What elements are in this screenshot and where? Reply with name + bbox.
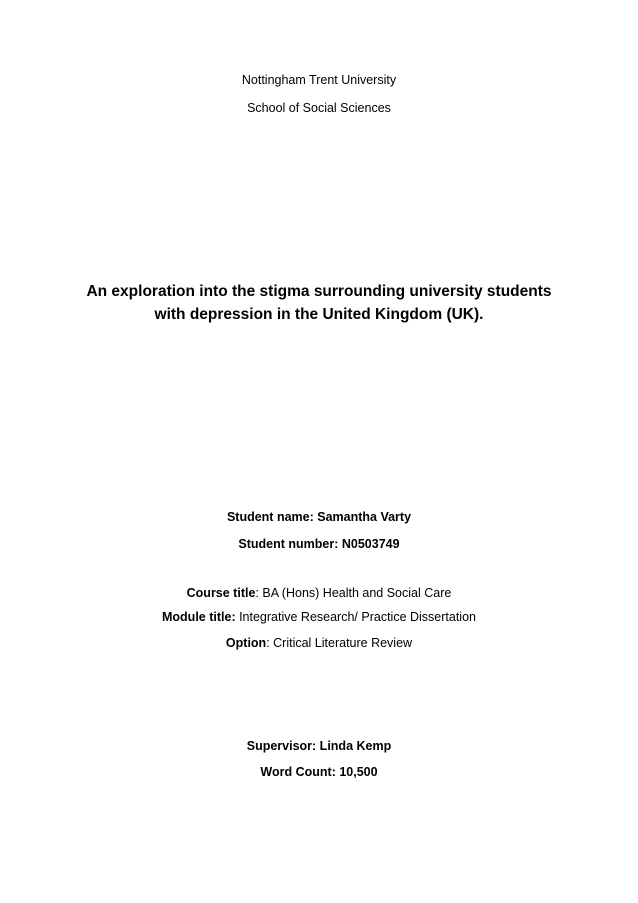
course-title-label: Course title: [186, 586, 256, 600]
dissertation-title-line-1: An exploration into the stigma surrounding university students: [86, 283, 552, 300]
dissertation-title-line-2: with depression in the United Kingdom (UK).: [154, 306, 484, 323]
option-label: Option: [225, 636, 267, 650]
module-title: [0, 609, 638, 625]
course-title: [0, 585, 638, 601]
word-count: Word Count: 10,500: [260, 765, 378, 779]
module-title-value: Integrative Research/ Practice Dissertation: [235, 610, 476, 624]
school-name: School of Social Sciences: [247, 101, 391, 115]
course-title-value: : BA (Hons) Health and Social Care: [255, 586, 452, 600]
module-title-label: Module title:: [162, 610, 236, 624]
option-value: : Critical Literature Review: [266, 636, 413, 650]
university-name: Nottingham Trent University: [241, 73, 397, 87]
option: [0, 635, 638, 651]
student-number: Student number: N0503749: [238, 537, 400, 551]
student-name: Student name: Samantha Varty: [226, 510, 412, 524]
supervisor: Supervisor: Linda Kemp: [246, 739, 392, 753]
